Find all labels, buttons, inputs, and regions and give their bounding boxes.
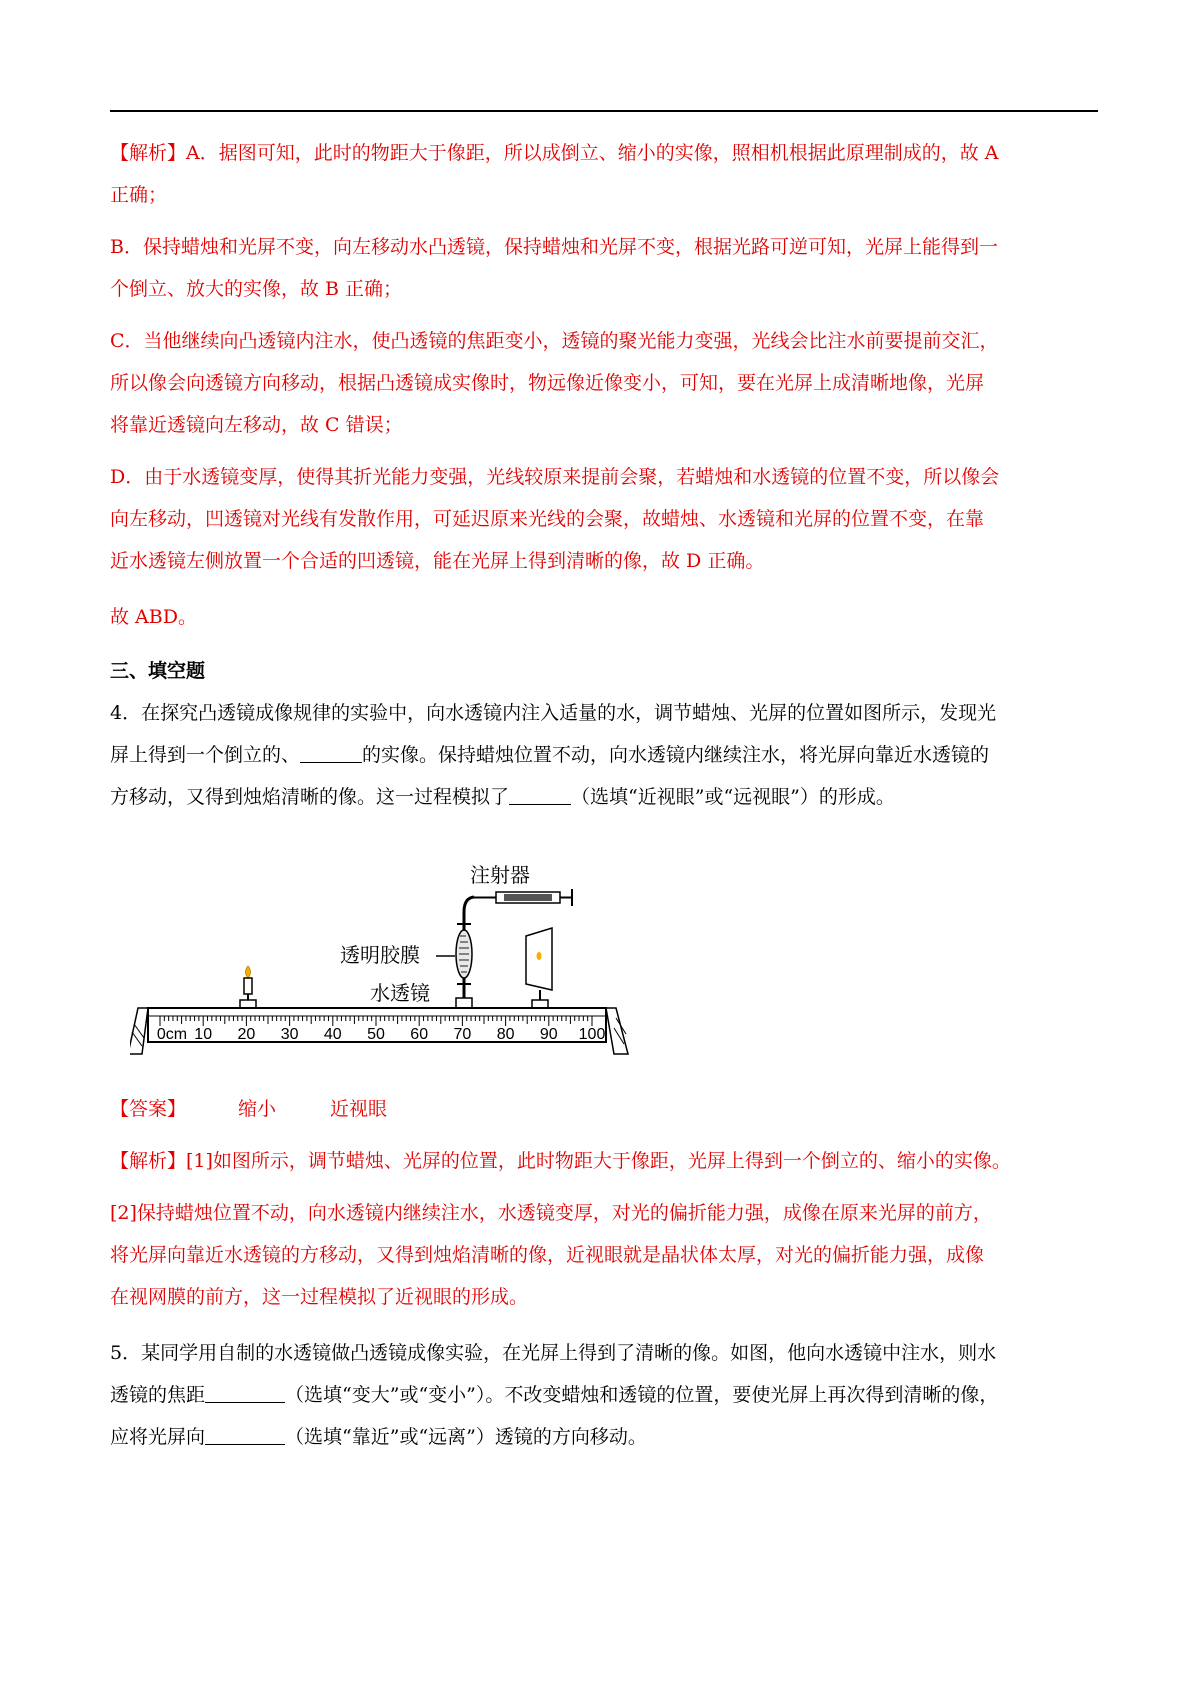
q4-line-3-start: 方移动，又得到烛焰清晰的像。这一过程模拟了: [110, 786, 510, 808]
scale-label: 90: [539, 1026, 558, 1043]
scale-label: 20: [237, 1026, 256, 1043]
scale-label: 60: [410, 1026, 429, 1043]
option-a-line: A．据图可知，此时的物距大于像距，所以成倒立、缩小的实像，照相机根据此原理制成的，故 A: [186, 142, 999, 164]
answer-1: 缩小: [238, 1098, 277, 1120]
q4-line-2-end: 的实像。保持蜡烛位置不动，向水透镜内继续注水，将光屏向靠近水透镜的: [362, 744, 990, 766]
question-5: [110, 1332, 1100, 1458]
syringe-icon: [464, 889, 572, 912]
film-label: 透明胶膜: [340, 945, 420, 967]
optical-bench: [130, 1008, 628, 1054]
q5-line-2-start: 透镜的焦距: [110, 1384, 206, 1406]
candle-icon: [240, 966, 256, 1008]
page-content: [110, 132, 1100, 1458]
water-lens-icon: [456, 912, 472, 1008]
q5-blank-1: [205, 1382, 285, 1403]
optical-bench-diagram: [130, 832, 690, 1082]
scale-label: 40: [323, 1026, 342, 1043]
syringe-label: 注射器: [470, 865, 530, 887]
answer-row: [110, 1088, 1100, 1130]
q3-analysis: [110, 132, 1100, 638]
scale-label: 10: [194, 1026, 213, 1043]
light-screen-icon: [526, 928, 552, 1008]
water-lens-label: 水透镜: [370, 983, 430, 1005]
option-d-line-2: 向左移动，凹透镜对光线有发散作用，可延迟原来光线的会聚，故蜡烛、水透镜和光屏的位置不变，在靠: [110, 508, 985, 530]
q4-line-2-start: 屏上得到一个倒立的、: [110, 744, 301, 766]
scale-label: 80: [496, 1026, 515, 1043]
scale-label: 30: [280, 1026, 299, 1043]
option-a-line-2: 正确；: [110, 184, 168, 206]
analysis-label: 【解析】: [110, 142, 187, 164]
optical-bench-figure: [130, 832, 690, 1082]
q4-line-3-end: （选填“近视眼”或“远视眼”）的形成。: [571, 786, 895, 808]
option-b-line-1: B．保持蜡烛和光屏不变，向左移动水凸透镜，保持蜡烛和光屏不变，根据光路可逆可知，光屏上能得到一: [110, 236, 998, 258]
scale-label: 50: [367, 1026, 385, 1043]
option-d-line-1: D．由于水透镜变厚，使得其折光能力变强，光线较原来提前会聚，若蜡烛和水透镜的位置不变，所以像会: [110, 466, 1000, 488]
q4-analysis-line-1: 【解析】[1]如图所示，调节蜡烛、光屏的位置，此时物距大于像距，光屏上得到一个倒立的、缩小的实像。: [110, 1150, 1011, 1172]
q4-blank-1: [300, 742, 362, 763]
option-b-line-2: 个倒立、放大的实像，故 B 正确；: [110, 278, 403, 300]
q5-line-3-end: （选填“靠近”或“远离”）透镜的方向移动。: [285, 1426, 647, 1448]
answer-2: 近视眼: [330, 1098, 388, 1120]
option-c-line-2: 所以像会向透镜方向移动，根据凸透镜成实像时，物远像近像变小，可知，要在光屏上成清晰地像，光屏: [110, 372, 985, 394]
header-rule: [110, 110, 1098, 112]
answer-label: 【答案】: [110, 1098, 187, 1120]
q4-blank-2: [509, 784, 571, 805]
q5-line-2-end: （选填“变大”或“变小”）。不改变蜡烛和透镜的位置，要使光屏上再次得到清晰的像，: [285, 1384, 999, 1406]
question-4: [110, 692, 1100, 1318]
flame-icon: [246, 966, 251, 978]
option-d-line-3: 近水透镜左侧放置一个合适的凹透镜，能在光屏上得到清晰的像，故 D 正确。: [110, 550, 765, 572]
q4-line-1: 4．在探究凸透镜成像规律的实验中，向水透镜内注入适量的水，调节蜡烛、光屏的位置如图所示，发现光: [110, 702, 997, 724]
option-c-line-1: C．当他继续向凸透镜内注水，使凸透镜的焦距变小，透镜的聚光能力变强，光线会比注水前要提前交汇，: [110, 330, 999, 352]
q4-analysis-line-3: 将光屏向靠近水透镜的方移动，又得到烛焰清晰的像，近视眼就是晶状体太厚，对光的偏折能力强，成像: [110, 1244, 985, 1266]
option-c-line-3: 将靠近透镜向左移动，故 C 错误；: [110, 414, 403, 436]
scale-label: 70: [453, 1026, 472, 1043]
q5-blank-2: [205, 1424, 285, 1445]
q4-analysis-line-2: [2]保持蜡烛位置不动，向水透镜内继续注水，水透镜变厚，对光的偏折能力强，成像在原来光屏的前方，: [110, 1202, 992, 1224]
scale-label: 100: [578, 1026, 606, 1043]
q5-line-1: 5．某同学用自制的水透镜做凸透镜成像实验，在光屏上得到了清晰的像。如图，他向水透镜中注水，则水: [110, 1342, 997, 1364]
q5-line-3-start: 应将光屏向: [110, 1426, 206, 1448]
analysis-conclusion: 故 ABD。: [110, 606, 197, 628]
scale-label: 0cm: [156, 1026, 188, 1043]
q4-analysis-line-4: 在视网膜的前方，这一过程模拟了近视眼的形成。: [110, 1286, 529, 1308]
section-heading: 三、填空题: [110, 660, 206, 682]
screen-image-dot: [537, 952, 542, 960]
